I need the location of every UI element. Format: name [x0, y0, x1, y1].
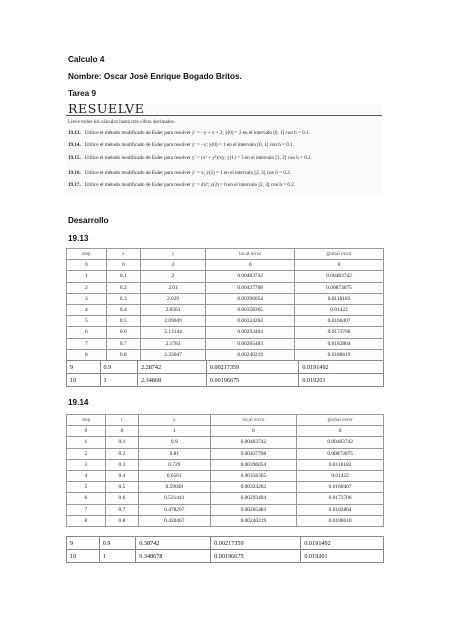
- table-cell: 3: [67, 293, 107, 304]
- table-cell: 0.0160407: [297, 482, 384, 493]
- results-table: [66, 248, 384, 361]
- table-cell: 1: [99, 550, 136, 563]
- table-cell: 0.00483742: [206, 271, 295, 282]
- table-cell: 0: [295, 260, 384, 271]
- table-row: [67, 482, 384, 493]
- section-label-19-14: 19.14: [68, 398, 89, 407]
- exercise-image: [66, 101, 382, 196]
- table-cell: 0.478297: [139, 504, 210, 515]
- table-cell: 0.00873075: [297, 448, 384, 459]
- table-cell: 0.38742: [136, 537, 211, 550]
- table-cell: 2: [140, 271, 205, 282]
- table-cell: 0.348678: [136, 550, 211, 563]
- table-cell: 0.00196675: [206, 374, 298, 387]
- table-row: [67, 437, 384, 448]
- table-cell: 0.0182864: [295, 338, 384, 349]
- table-cell: 10: [67, 374, 101, 387]
- table-cell: 1: [67, 271, 107, 282]
- table-row: [67, 293, 384, 304]
- table-cell: 0.00873075: [295, 282, 384, 293]
- table-row: [67, 550, 384, 563]
- table-cell: 0.00293404: [206, 327, 295, 338]
- table-cell: 0.5: [105, 482, 138, 493]
- table-cell: 0: [106, 260, 140, 271]
- table-cell: 0.00265483: [210, 504, 297, 515]
- table-cell: 5: [67, 316, 107, 327]
- table-cell: 0.4: [105, 470, 138, 481]
- table-cell: 0.00358365: [210, 470, 297, 481]
- table-cell: 2.09049: [140, 316, 205, 327]
- column-header: y: [139, 415, 210, 426]
- table-row: [67, 374, 384, 387]
- table-row: [67, 448, 384, 459]
- table-cell: 0.8: [106, 349, 140, 360]
- table-cell: 0.81: [139, 448, 210, 459]
- table-cell: 0.00265483: [206, 338, 295, 349]
- table-cell: 0.6: [106, 327, 140, 338]
- table-cell: 0.9: [139, 437, 210, 448]
- table-row: [67, 338, 384, 349]
- table-row: [67, 459, 384, 470]
- table-cell: 2: [67, 448, 106, 459]
- table-cell: 0.0188619: [295, 349, 384, 360]
- table-cell: 8: [67, 515, 106, 526]
- table-cell: 1: [139, 426, 210, 437]
- problem-item: 19.14. Utilice el método modificado de Euler para resolver y′ = −y; y(0) = 1 en el intervalo [0, 1] con h = 0.1.: [68, 142, 294, 148]
- table-cell: 5: [67, 482, 106, 493]
- table-cell: 1: [67, 437, 106, 448]
- section-desarrollo: Desarrollo: [68, 216, 109, 225]
- table-cell: 2.13144: [140, 327, 205, 338]
- table-cell: 0.0191492: [301, 537, 384, 550]
- table-cell: 2.029: [140, 293, 205, 304]
- table-cell: 4: [67, 304, 107, 315]
- table-cell: 0.00324262: [206, 316, 295, 327]
- table-cell: 0.00483742: [210, 437, 297, 448]
- table-row: [67, 361, 384, 374]
- table-cell: 0: [105, 426, 138, 437]
- table-cell: 0.6: [105, 493, 138, 504]
- table-cell: 0.2: [106, 282, 140, 293]
- results-table: [66, 414, 384, 527]
- column-header: global error: [297, 415, 384, 426]
- table-cell: 0.7: [105, 504, 138, 515]
- table-cell: 0.3: [105, 459, 138, 470]
- table-cell: 8: [67, 349, 107, 360]
- table-cell: 0.00396054: [206, 293, 295, 304]
- table-cell: 6: [67, 493, 106, 504]
- table-cell: 0.9: [100, 361, 137, 374]
- table-cell: 0.00240219: [210, 515, 297, 526]
- table-cell: 0: [206, 260, 295, 271]
- table-cell: 7: [67, 338, 107, 349]
- table-row: [67, 504, 384, 515]
- table-cell: 0.00240219: [206, 349, 295, 360]
- table-cell: 7: [67, 504, 106, 515]
- table-cell: 0: [210, 426, 297, 437]
- exercise-intro: Lleve todos los cálculos hasta tres cifras decimales.: [68, 119, 175, 125]
- table-cell: 0.9: [99, 537, 136, 550]
- table-cell: 0.0160407: [295, 316, 384, 327]
- table-cell: 0.00483742: [297, 437, 384, 448]
- table-cell: 0.00358365: [206, 304, 295, 315]
- table-cell: 4: [67, 470, 106, 481]
- student-name: Nombre: Oscar Josè Enrique Bogado Britos.: [68, 72, 242, 81]
- table-cell: 0.430467: [139, 515, 210, 526]
- table-cell: 2.28742: [137, 361, 206, 374]
- table-cell: 2.0561: [140, 304, 205, 315]
- table-cell: 0.6561: [139, 470, 210, 481]
- table-cell: 0.0118182: [297, 459, 384, 470]
- table-row: [67, 271, 384, 282]
- table-cell: 0.8: [105, 515, 138, 526]
- table-cell: 3: [67, 459, 106, 470]
- table-cell: 0.2: [105, 448, 138, 459]
- table-cell: 0.3: [106, 293, 140, 304]
- problem-item: 19.17. Utilice el método modificado de Euler para resolver y′ = 4x³; y(2) = 6 en el intervalo [2, 3] con h = 0.2.: [68, 182, 296, 188]
- table-cell: 0.59049: [139, 482, 210, 493]
- table-row: [67, 316, 384, 327]
- table-cell: 2: [67, 282, 107, 293]
- table-cell: 0.7: [106, 338, 140, 349]
- course-title: Calculo 4: [68, 55, 105, 64]
- table-cell: 0.00293404: [210, 493, 297, 504]
- column-header: step: [67, 249, 107, 260]
- column-header: global error: [295, 249, 384, 260]
- table-cell: 1: [100, 374, 137, 387]
- column-header: t: [105, 415, 138, 426]
- table-cell: 0.0188618: [297, 515, 384, 526]
- column-header: step: [67, 415, 106, 426]
- column-header: local error: [206, 249, 295, 260]
- table-cell: 2.23047: [140, 349, 205, 360]
- table-header-row: [67, 249, 384, 260]
- table-cell: 0.00437708: [210, 448, 297, 459]
- table-row: [67, 426, 384, 437]
- table-cell: 0: [67, 426, 106, 437]
- column-header: local error: [210, 415, 297, 426]
- table-cell: 0.1: [105, 437, 138, 448]
- table-cell: 0.531441: [139, 493, 210, 504]
- table-cell: 0: [67, 260, 107, 271]
- table-header-row: [67, 415, 384, 426]
- problem-item: 19.13. Utilice el método modificado de Euler para resolver y′ = −y + x + 2; y(0) = 2 en el intervalo [0, 1] con h = 0.1.: [68, 130, 310, 136]
- table-cell: 0.729: [139, 459, 210, 470]
- table-cell: 6: [67, 327, 107, 338]
- heading-rule: [66, 115, 382, 116]
- table-cell: 0.0173706: [297, 493, 384, 504]
- table-cell: 0.01422: [297, 470, 384, 481]
- table-row: [67, 493, 384, 504]
- table-row: [67, 470, 384, 481]
- column-header: y: [140, 249, 205, 260]
- table-cell: 2: [140, 260, 205, 271]
- table-cell: 0.00217359: [211, 537, 301, 550]
- table-cell: 0.00217359: [206, 361, 298, 374]
- task-title: Tarea 9: [68, 89, 97, 98]
- column-header: x: [106, 249, 140, 260]
- table-cell: 2.01: [140, 282, 205, 293]
- table-cell: 0.00396054: [210, 459, 297, 470]
- table-cell: 0.00324262: [210, 482, 297, 493]
- table-cell: 0.0173706: [295, 327, 384, 338]
- table-cell: 10: [67, 550, 100, 563]
- table-cell: 0.4: [106, 304, 140, 315]
- results-table-continued: [66, 536, 384, 563]
- table-row: [67, 260, 384, 271]
- table-cell: 2.34868: [137, 374, 206, 387]
- table-cell: 0.01422: [295, 304, 384, 315]
- table-cell: 0.0191492: [299, 361, 384, 374]
- table-cell: 0.0118182: [295, 293, 384, 304]
- table-row: [67, 327, 384, 338]
- table-cell: 0.00483742: [295, 271, 384, 282]
- table-row: [67, 282, 384, 293]
- problem-item: 19.15. Utilice el método modificado de Euler para resolver y′ = (x² + y²)/xy; y(1) = 3 en el intervalo [1, 2] con h = 0.2.: [68, 155, 312, 161]
- table-cell: 9: [67, 537, 100, 550]
- exercise-heading: RESUELVE: [68, 101, 145, 116]
- table-cell: 0.5: [106, 316, 140, 327]
- table-cell: 0.019201: [299, 374, 384, 387]
- table-cell: 0.019201: [301, 550, 384, 563]
- section-label-19-13: 19.13: [68, 234, 89, 243]
- table-cell: 0.00196675: [211, 550, 301, 563]
- table-row: [67, 304, 384, 315]
- table-cell: 9: [67, 361, 101, 374]
- results-table-continued: [66, 360, 384, 387]
- table-cell: 0.0182864: [297, 504, 384, 515]
- table-cell: 0.1: [106, 271, 140, 282]
- table-row: [67, 349, 384, 360]
- table-cell: 2.1783: [140, 338, 205, 349]
- table-row: [67, 537, 384, 550]
- table-cell: 0: [297, 426, 384, 437]
- problem-item: 19.16. Utilice el método modificado de Euler para resolver y′ = x; y(2) = 1 en el intervalo [2, 3] con h = 0.2.: [68, 170, 291, 176]
- table-row: [67, 515, 384, 526]
- table-cell: 0.00437708: [206, 282, 295, 293]
